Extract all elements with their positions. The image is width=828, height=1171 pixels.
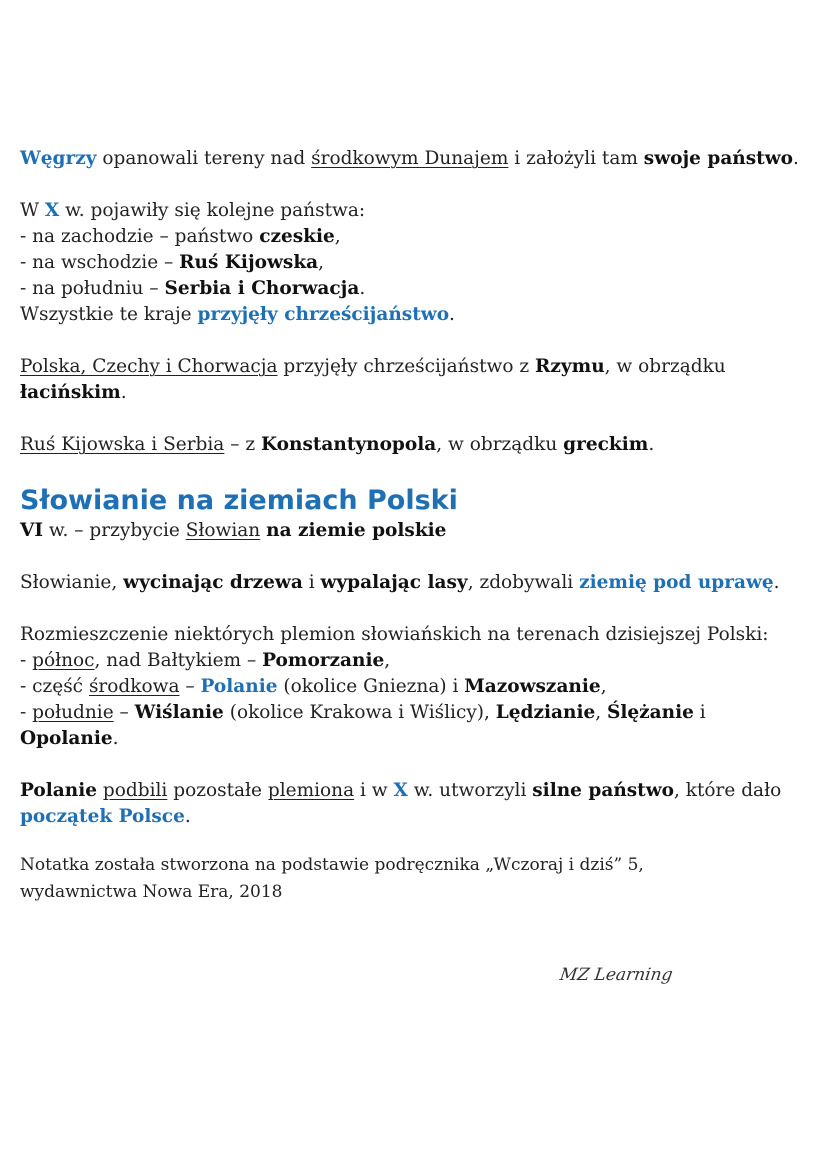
tribes-intro: Rozmieszczenie niektórych plemion słowiańskich na terenach dzisiejszej Polski: <box>20 624 769 645</box>
text: łacińskim <box>20 382 121 403</box>
text: opanowali tereny nad <box>96 148 312 169</box>
paragraph-polanie <box>20 778 810 830</box>
text: i <box>693 702 706 723</box>
text: . <box>792 148 799 169</box>
text: podbili <box>102 780 168 801</box>
list-item <box>20 700 810 752</box>
list-item <box>20 674 810 700</box>
paragraph-constantinople <box>20 432 810 458</box>
text: Słowianie, <box>20 572 124 593</box>
text: Polska, Czechy i Chorwacja <box>20 356 278 377</box>
text: swoje państwo <box>643 148 793 169</box>
text: pozostałe <box>167 780 268 801</box>
text: - na zachodzie – państwo <box>20 226 260 247</box>
text: W <box>20 200 45 221</box>
text: (okolice Gniezna) i <box>277 676 465 697</box>
paragraph-hungarians <box>20 146 810 172</box>
text: – <box>113 702 135 723</box>
signature: MZ Learning <box>558 965 674 985</box>
footer-line: Notatka została stworzona na podstawie podręcznika „Wczoraj i dziś” 5, <box>20 855 644 875</box>
text: , które dało <box>674 780 782 801</box>
text: ziemię pod uprawę <box>579 572 774 593</box>
text: Opolanie <box>20 728 113 749</box>
text: , <box>595 702 608 723</box>
paragraph-tribes <box>20 622 810 752</box>
text: początek Polsce <box>20 806 185 827</box>
text: Słowian <box>185 520 261 541</box>
text: X <box>393 780 408 801</box>
text: , w obrządku <box>436 434 564 455</box>
text: przyjęły chrześcijaństwo z <box>277 356 536 377</box>
text: Ślężanie <box>607 702 694 723</box>
text: . <box>648 434 655 455</box>
text: greckim <box>563 434 649 455</box>
text: - <box>20 650 33 671</box>
text: , <box>384 650 391 671</box>
text: - na południu – <box>20 278 165 299</box>
text: , nad Bałtykiem – <box>94 650 263 671</box>
text: Wiślanie <box>134 702 224 723</box>
text: Konstantynopola <box>260 434 437 455</box>
text: , <box>334 226 341 247</box>
text: - część <box>20 676 89 697</box>
text: środkowa <box>88 676 180 697</box>
text: . <box>449 304 455 325</box>
text: , zdobywali <box>467 572 580 593</box>
text: wypalając lasy <box>320 572 468 593</box>
text: północ <box>32 650 95 671</box>
text: (okolice Krakowa i Wiślicy), <box>223 702 496 723</box>
footer-line: wydawnictwa Nowa Era, 2018 <box>20 882 283 902</box>
text: . <box>359 278 366 299</box>
text: - na wschodzie – <box>20 252 180 273</box>
text: Polanie <box>200 676 278 697</box>
section-subtitle <box>20 518 810 544</box>
text: Polanie <box>20 780 98 801</box>
text: , w obrządku <box>604 356 726 377</box>
paragraph-new-states <box>20 198 810 328</box>
note-document <box>20 146 810 906</box>
text: czeskie <box>259 226 335 247</box>
text: – <box>179 676 201 697</box>
text: Węgrzy <box>20 148 97 169</box>
text: w. – przybycie <box>43 520 186 541</box>
paragraph-rome <box>20 354 810 406</box>
text: południe <box>32 702 114 723</box>
text: X <box>44 200 60 221</box>
text: Rzymu <box>535 356 605 377</box>
text: – z <box>224 434 261 455</box>
text: . <box>184 806 191 827</box>
text: plemiona <box>267 780 355 801</box>
text: na ziemie polskie <box>266 520 447 541</box>
section-heading: Słowianie na ziemiach Polski <box>20 485 458 516</box>
text: i <box>302 572 321 593</box>
text: wycinając drzewa <box>123 572 303 593</box>
text: VI <box>20 520 44 541</box>
text: Ruś Kijowska <box>179 252 319 273</box>
text: . <box>112 728 119 749</box>
text: Pomorzanie <box>262 650 385 671</box>
text: przyjęły chrześcijaństwo <box>197 304 450 325</box>
text: Mazowszanie <box>464 676 601 697</box>
text: środkowym Dunajem <box>311 148 509 169</box>
text: . <box>773 572 780 593</box>
text: , <box>600 676 607 697</box>
text: w. utworzyli <box>407 780 533 801</box>
text: Serbia i Chorwacja <box>164 278 360 299</box>
text: , <box>318 252 325 273</box>
text: silne państwo <box>532 780 674 801</box>
text: Lędzianie <box>495 702 596 723</box>
paragraph-slavs <box>20 570 810 596</box>
text: . <box>120 382 127 403</box>
text: i w <box>354 780 394 801</box>
text: w. pojawiły się kolejne państwa: <box>59 200 366 221</box>
list-item <box>20 648 810 674</box>
text: i założyli tam <box>508 148 644 169</box>
footer-note <box>20 852 810 906</box>
text: - <box>20 702 33 723</box>
text: Wszystkie te kraje <box>20 304 198 325</box>
text: Ruś Kijowska i Serbia <box>20 434 225 455</box>
